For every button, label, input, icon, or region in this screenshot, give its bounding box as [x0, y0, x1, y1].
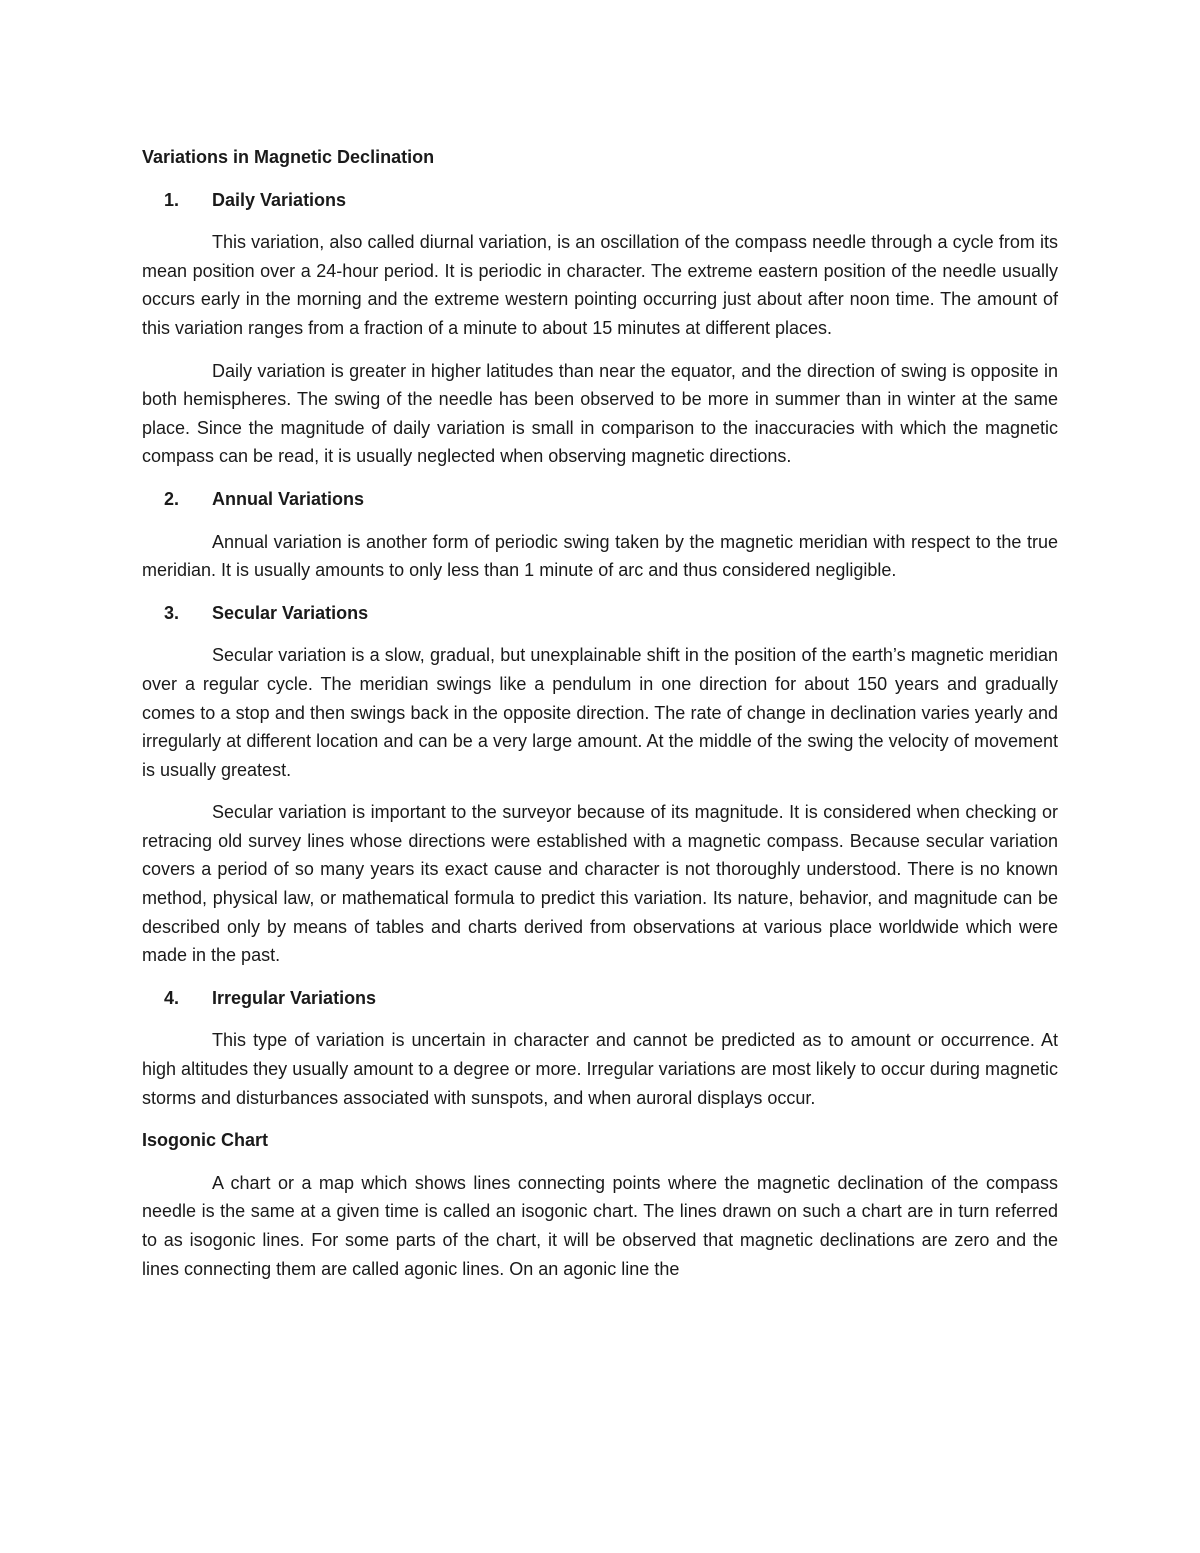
section-number: 2.	[164, 488, 180, 509]
section-title: Secular Variations	[212, 602, 369, 623]
paragraph-daily-1: This variation, also called diurnal variation, is an oscillation of the compass needle through a cycle from its mean position over a 24-hour period. It is periodic in character. The extreme eastern position of the needle usually occurs early in the morning and the extreme western pointing occurring just about after noon time. The amount of this variation ranges from a fraction of a minute to about 15 minutes at different places.	[142, 232, 1058, 338]
isogonic-chart-heading: Isogonic Chart	[142, 1130, 269, 1151]
paragraph-isogonic-1: A chart or a map which shows lines connecting points where the magnetic declination of the compass needle is the same at a given time is called an isogonic chart. The lines drawn on such a chart are in turn referred to as isogonic lines. For some parts of the chart, it will be observed that magnetic declinations are zero and the lines connecting them are called agonic lines. On an agonic line the	[142, 1172, 1058, 1279]
paragraph-secular-2: Secular variation is important to the surveyor because of its magnitude. It is considered when checking or retracing old survey lines whose directions were established with a magnetic compass. Because secular variation covers a period of so many years its exact cause and character is not thoroughly understood. There is no known method, physical law, or mathematical formula to predict this variation. Its nature, behavior, and magnitude can be described only by means of tables and charts derived from observations at various place worldwide which were made in the past.	[142, 802, 1058, 966]
section-title: Annual Variations	[212, 488, 365, 509]
section-heading-irregular	[142, 984, 1058, 1013]
section-title: Daily Variations	[212, 189, 347, 210]
section-heading-secular	[142, 599, 1058, 628]
section-title: Irregular Variations	[212, 987, 377, 1008]
section-number: 3.	[164, 602, 180, 623]
paragraph-daily-2: Daily variation is greater in higher latitudes than near the equator, and the direction of swing is opposite in both hemispheres. The swing of the needle has been observed to be more in summer than in winter at the same place. Since the magnitude of daily variation is small in comparison to the inaccuracies with which the magnetic compass can be read, it is usually neglected when observing magnetic directions.	[142, 360, 1058, 467]
section-number: 4.	[164, 987, 180, 1008]
section-number: 1.	[164, 189, 180, 210]
document-page	[142, 143, 1058, 1297]
section-heading-daily	[142, 186, 1058, 215]
document-title: Variations in Magnetic Declination	[142, 147, 435, 167]
section-heading-annual	[142, 485, 1058, 514]
paragraph-secular-1: Secular variation is a slow, gradual, but unexplainable shift in the position of the earth’s magnetic meridian over a regular cycle. The meridian swings like a pendulum in one direction for about 150 years and gradually comes to a stop and then swings back in the opposite direction. The rate of change in declination varies yearly and irregularly at different location and can be a very large amount. At the middle of the swing the velocity of movement is usually greatest.	[142, 645, 1058, 780]
paragraph-annual-1: Annual variation is another form of periodic swing taken by the magnetic meridian with respect to the true meridian. It is usually amounts to only less than 1 minute of arc and thus considered negligible.	[142, 531, 1058, 581]
paragraph-irregular-1: This type of variation is uncertain in character and cannot be predicted as to amount or occurrence. At high altitudes they usually amount to a degree or more. Irregular variations are most likely to occur during magnetic storms and disturbances associated with sunspots, and when auroral displays occur.	[142, 1030, 1058, 1108]
